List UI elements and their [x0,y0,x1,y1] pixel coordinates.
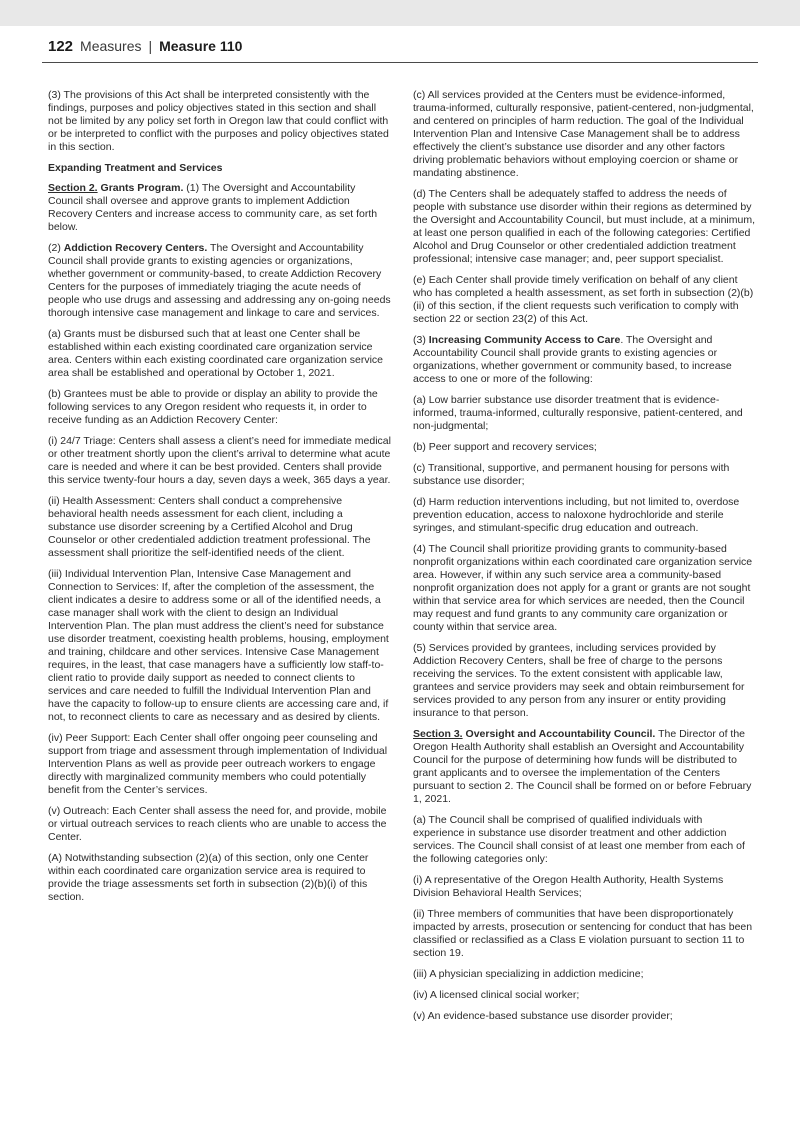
text-run: (ii) Health Assessment: Centers shall conduct a comprehensive behavioral health needs assessment for each client, including a substance use disorder screening by a Certified Alcohol and Drug Counselor or other credentialed addiction treatment professional. The assessment shall prioritize the self-identified needs of the client. [48,495,371,559]
para-3av-provider [413,1010,756,1023]
two-column-body [0,63,800,1031]
para-3b-peer-support [413,441,756,454]
text-run: (iv) A licensed clinical social worker; [413,989,580,1001]
text-run: Expanding Treatment and Services [48,162,223,174]
para-3d-harm-reduction [413,496,756,535]
text-run: (iv) Peer Support: Each Center shall offer ongoing peer counseling and support from triage and assessment through implementation of Individual Intervention Plans as well as provide peer outreach workers to engage directly with marginalized community members who could potentially benefit from the Center’s services. [48,732,388,796]
text-run: Section 3. [413,728,463,740]
text-run: (v) Outreach: Each Center shall assess the need for, and provide, mobile or virtual outreach services to reach clients who are unable to access the Center. [48,805,387,843]
text-run: (3) The provisions of this Act shall be interpreted consistently with the findings, purposes and policy objectives stated in this section and shall not be limited by any policy set forth in Oregon law that could conflict with or be interpreted to conflict with the purposes and policy objectives stated in this section. [48,89,389,153]
para-2e-timely-verification [413,274,756,326]
text-run: (d) The Centers shall be adequately staffed to address the needs of people with substance use disorder within their regions as determined by the Oversight and Accountability Council, but must include, at a minimum, at least one person qualified in each of the following categories: Certified Alcohol and Drug Counselor or other credentialed addiction treatment professional; intensive case manager; and, peer support specialist. [413,188,755,265]
para-2biv-peer-support [48,732,391,797]
para-3a-council-comprised [413,814,756,866]
para-1-3-provisions [48,89,391,154]
para-2bA-notwithstanding [48,852,391,904]
text-run: (4) The Council shall prioritize providing grants to community-based nonprofit organizations within each coordinated care organization service area. However, if within any such service area a community-based nonprofit organization does not apply for a grant or grants are not sought within that service area for which services are needed, then the Council may request and fund grants to any community care organization or county within that service area. [413,543,753,633]
text-run: The Oversight and Accountability Council shall provide grants to existing agencies or organizations, whether government or community-based, to create Addiction Recovery Centers for the purposes of immediately triaging the acute needs of people who use drugs and assessing and addressing any on-going needs thorough intensive case management and linkage to care and services. [48,242,391,319]
text-run: The Director of the Oregon Health Authority shall establish an Oversight and Accountability Council for the purpose of determining how funds will be distributed to grant applicants and to oversee the implementation of the Centers pursuant to section 2. The Council shall be formed on or before February 1, 2021. [413,728,752,805]
text-run: (c) Transitional, supportive, and permanent housing for persons with substance use disorder; [413,462,730,487]
heading-expanding-treatment-and-services [48,162,391,175]
para-3a-low-barrier [413,394,756,433]
para-2c-all-services [413,89,756,180]
page-header [0,26,800,55]
text-run: (3) [413,334,429,346]
right-column [413,89,756,1031]
text-run: (i) 24/7 Triage: Centers shall assess a client’s need for immediate medical or other treatment shortly upon the client’s arrival to determine what acute care is needed and where it can be best provided. Centers shall provide this service twenty-four hours a day, seven days a week, 365 days a year. [48,435,391,486]
text-run: (b) Peer support and recovery services; [413,441,597,453]
text-run: Oversight and Accountability Council. [465,728,656,740]
header-separator: | [148,38,153,54]
text-run: . The Oversight and Accountability Council shall provide grants to existing agencies or organizations, whether government or community based, to increase access to one or more of the following: [413,334,732,385]
para-3ai-oha-representative [413,874,756,900]
text-run: (a) The Council shall be comprised of qualified individuals with experience in substance use disorder treatment and other addiction services. The Council shall consist of at least one member from each of the following categories only: [413,814,745,865]
para-2biii-individual-intervention-plan [48,568,391,724]
text-run: (2) [48,242,64,254]
para-2b-grantees [48,388,391,427]
page-top-gray-strip [0,0,800,26]
para-3aii-three-members [413,908,756,960]
para-3aiii-physician [413,968,756,981]
left-column [48,89,391,1031]
text-run: (ii) Three members of communities that have been disproportionately impacted by arrests, prosecution or sentencing for conduct that has been classified or reclassified as a Class E violation pursuant to section 11 to section 19. [413,908,753,959]
para-2bii-health-assessment [48,495,391,560]
para-2d-adequately-staffed [413,188,756,266]
header-measure-label: Measure 110 [159,38,243,54]
para-3aiv-social-worker [413,989,756,1002]
para-5-free-of-charge [413,642,756,720]
text-run: (iii) Individual Intervention Plan, Intensive Case Management and Connection to Services: If, after the completion of the assessment, the client indicates a desire to address some or all of the identified needs, a case manager shall work with the client to design an Individual Intervention Plan. The plan must address the client’s need for substance use disorder treatment, coexisting health problems, housing, employment and training, childcare and other services. Intensive Case Management requires, in the least, that case managers have a sufficiently low staff-to-client ratio to provide daily support as needed to connect clients to services and care needed to fulfill the Individual Intervention Plan and have the capacity to follow-up to ensure clients are accessing care and, if not, to reconnect clients to care as necessary and as desired by clients. [48,568,389,723]
text-run: Addiction Recovery Centers. [63,242,208,254]
para-2-addiction-recovery-centers [48,242,391,320]
text-run: Increasing Community Access to Care [428,334,621,346]
text-run: (v) An evidence-based substance use disorder provider; [413,1010,673,1022]
header-section-label: Measures [80,38,142,54]
text-run: (a) Low barrier substance use disorder treatment that is evidence-informed, trauma-informed, culturally responsive, patient-centered, and non-judgmental; [413,394,743,432]
text-run: (i) A representative of the Oregon Health Authority, Health Systems Division Behavioral Health Services; [413,874,724,899]
text-run: (a) Grants must be disbursed such that at least one Center shall be established within each existing coordinated care organization service area. Centers within each existing coordinated care organization service area shall be established and operational by October 1, 2021. [48,328,384,379]
text-run: (1) The Oversight and Accountability Council shall oversee and approve grants to implement Addiction Recovery Centers and increase access to community care, as set forth below. [48,182,378,233]
text-run: (A) Notwithstanding subsection (2)(a) of this section, only one Center within each coordinated care organization service area is required to provide the triage assessments set forth in subsection (2)(b)(i) of this section. [48,852,369,903]
text-run: (iii) A physician specializing in addiction medicine; [413,968,644,980]
text-run: (5) Services provided by grantees, including services provided by Addiction Recovery Centers, shall be free of charge to the persons receiving the services. To the extent consistent with applicable law, grantees and service providers may seek and obtain reimbursement for services provided to any person from any insurer or entity providing insurance to that person. [413,642,745,719]
para-2bi-triage [48,435,391,487]
text-run: (c) All services provided at the Centers must be evidence-informed, trauma-informed, culturally responsive, patient-centered, non-judgmental, and centered on principles of harm reduction. The goal of the Individual Intervention Plan and Intensive Case Management shall be to address effectively the client’s substance use disorder and any other factors driving problematic behaviors without employing coercion or shame or mandating abstinence. [413,89,754,179]
para-2bv-outreach [48,805,391,844]
text-run: (d) Harm reduction interventions including, but not limited to, overdose prevention education, access to naloxone hydrochloride and sterile syringes, and stimulant-specific drug education and outreach. [413,496,740,534]
text-run: (e) Each Center shall provide timely verification on behalf of any client who has completed a health assessment, as set forth in subsection (2)(b)(ii) of this section, if the client requests such verification to comply with section 22 or section 23(2) of this Act. [413,274,754,325]
page-number: 122 [48,38,74,55]
text-run: Grants Program. [100,182,184,194]
para-3c-housing [413,462,756,488]
text-run: (b) Grantees must be able to provide or display an ability to provide the following services to any Oregon resident who requests it, in order to receive funding as an Addiction Recovery Center: [48,388,378,426]
text-run: Section 2. [48,182,98,194]
para-3-increasing-community-access [413,334,756,386]
para-section-2-grants-program [48,182,391,234]
para-2a-grants-disbursed [48,328,391,380]
para-section-3-oversight-council [413,728,756,806]
para-4-prioritize-grants [413,543,756,634]
